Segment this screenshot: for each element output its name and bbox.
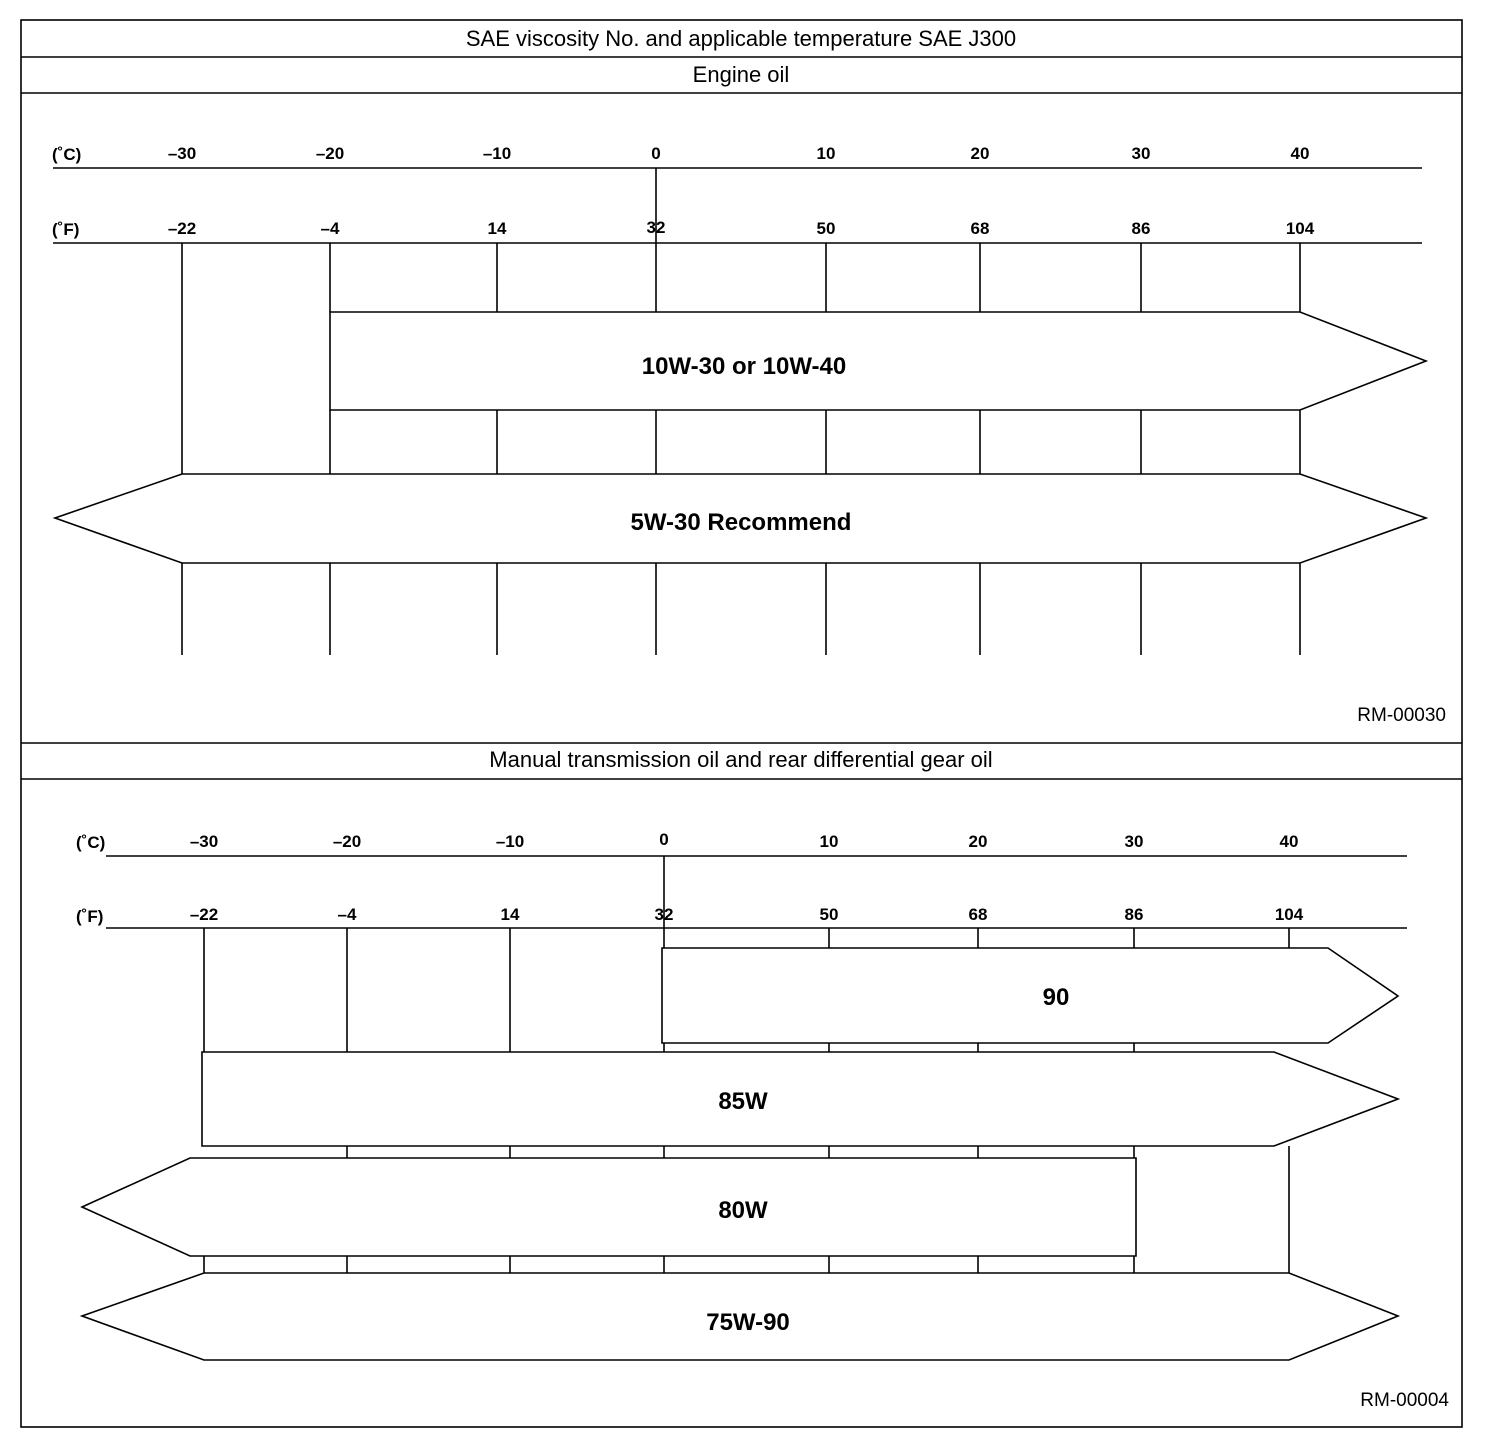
fahrenheit-tick-label: –22 — [167, 219, 197, 238]
celsius-tick-label: 30 — [1124, 832, 1144, 851]
fahrenheit-tick-label: 86 — [1131, 219, 1151, 238]
fahrenheit-tick-label: 104 — [1274, 905, 1304, 924]
fahrenheit-unit-label: (˚F) — [76, 907, 104, 926]
engine-oil-chart — [52, 144, 1446, 726]
celsius-tick-label: –10 — [482, 144, 512, 163]
fahrenheit-tick-label: 104 — [1285, 219, 1315, 238]
band-label: 5W-30 Recommend — [630, 509, 852, 536]
celsius-tick-label: 10 — [816, 144, 836, 163]
fahrenheit-tick-label: –4 — [337, 905, 357, 924]
band-85w — [202, 1052, 1398, 1146]
celsius-tick-label: 20 — [970, 144, 990, 163]
band-label: 10W-30 or 10W-40 — [641, 353, 847, 380]
fahrenheit-tick-label: 50 — [816, 219, 836, 238]
figure-code: RM-00004 — [1360, 1390, 1449, 1411]
celsius-tick-label: 20 — [968, 832, 988, 851]
transmission-oil-chart — [76, 830, 1449, 1411]
fahrenheit-tick-label: 50 — [819, 905, 839, 924]
fahrenheit-tick-label: –4 — [320, 219, 340, 238]
celsius-tick-label: 40 — [1290, 144, 1310, 163]
engine-oil-heading: Engine oil — [692, 62, 790, 87]
celsius-unit-label: (˚C) — [52, 145, 82, 164]
band-label: 85W — [718, 1088, 768, 1115]
transmission-oil-heading: Manual transmission oil and rear differential gear oil — [489, 747, 993, 772]
celsius-unit-label: (˚C) — [76, 833, 106, 852]
band-90 — [662, 948, 1398, 1043]
celsius-tick-label: –20 — [332, 832, 362, 851]
fahrenheit-unit-label: (˚F) — [52, 220, 80, 239]
fahrenheit-tick-label: 32 — [654, 905, 674, 924]
diagram-title: SAE viscosity No. and applicable temperature SAE J300 — [465, 26, 1017, 51]
fahrenheit-tick-label: –22 — [189, 905, 219, 924]
fahrenheit-tick-label: 68 — [970, 219, 990, 238]
fahrenheit-tick-label: 86 — [1124, 905, 1144, 924]
celsius-tick-label: 30 — [1131, 144, 1151, 163]
celsius-tick-label: –30 — [167, 144, 197, 163]
band-label: 80W — [718, 1197, 768, 1224]
celsius-tick-label: 10 — [819, 832, 839, 851]
celsius-tick-label: –30 — [189, 832, 219, 851]
fahrenheit-tick-label: 32 — [646, 218, 666, 237]
band-label: 90 — [1042, 984, 1070, 1011]
celsius-tick-label: 0 — [651, 144, 661, 163]
celsius-tick-label: 40 — [1279, 832, 1299, 851]
celsius-tick-label: 0 — [659, 830, 669, 849]
celsius-tick-label: –10 — [495, 832, 525, 851]
fahrenheit-tick-label: 14 — [487, 219, 507, 238]
band-10w30-10w40 — [330, 312, 1426, 410]
band-80w — [82, 1158, 1136, 1256]
fahrenheit-tick-label: 68 — [968, 905, 988, 924]
engine-grid-lines — [182, 243, 1300, 655]
celsius-tick-label: –20 — [315, 144, 345, 163]
figure-code: RM-00030 — [1357, 705, 1446, 726]
fahrenheit-tick-label: 14 — [500, 905, 520, 924]
band-label: 75W-90 — [706, 1309, 790, 1336]
